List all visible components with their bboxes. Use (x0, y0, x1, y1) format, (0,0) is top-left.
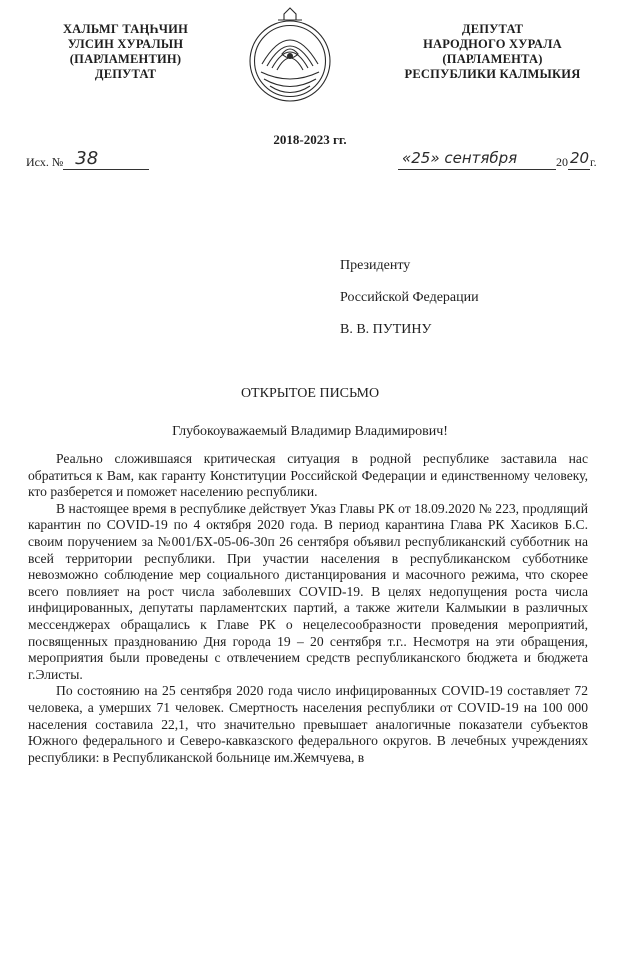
emblem-seal (244, 6, 336, 110)
date-year-value: 20 (570, 149, 590, 167)
date-day-month-value: «25» сентября (402, 149, 518, 167)
outgoing-number-line (63, 148, 149, 170)
body-paragraph: Реально сложившаяся критическая ситуация в родной республике заставила нас обратиться к Вам, как гаранту Конституции Российской Федерации и единственному человеку, кто разберется и поможет населению республики. (28, 451, 588, 500)
header-left-line: ДЕПУТАТ (94, 67, 157, 81)
header-right-line: РЕСПУБЛИКИ КАЛМЫКИЯ (404, 67, 581, 81)
header-left-block (38, 22, 213, 82)
header-right-line: (ПАРЛАМЕНТА) (442, 52, 543, 66)
addressee-line-1: Президенту (340, 258, 411, 273)
header-right-line: НАРОДНОГО ХУРАЛА (423, 37, 562, 51)
date-year-line (568, 149, 590, 170)
date-day-month-line (398, 149, 556, 170)
letter-body (28, 451, 588, 766)
body-paragraph: По состоянию на 25 сентября 2020 года число инфицированных COVID-19 составляет 72 человека, а умерших 71 человек. Смертность населения республики от COVID-19 на 100 000 населения составила 22,1, что значительно превышает аналогичные показатели субъектов Южного федерального и Северо-кавказского федерального округов. В лечебных учреждениях республики: в Республиканской больнице им.Жемчуева, в (28, 683, 588, 765)
addressee-line-3: В. В. ПУТИНУ (340, 322, 432, 337)
addressee-line-2: Российской Федерации (340, 290, 479, 305)
header-left-line: (ПАРЛАМЕНТИН) (69, 52, 182, 66)
letter-greeting: Глубокоуважаемый Владимир Владимирович! (172, 424, 448, 439)
body-paragraph: В настоящее время в республике действует Указ Главы РК от 18.09.2020 № 223, продлящий карантин по COVID-19 по 4 октября 2020 года. В период карантина Глава РК Хасиков Б.С. своим поручением за №001/БХ-05-06-30п 26 сентября объявил республиканский субботник на всей территории республики. При участии населения в республиканском субботнике невозможно соблюдение мер социального дистанцирования и масочного режима, что скорее всего повлияет на рост числа заболевших COVID-19. В целях недопущения роста числа инфицированных, депутаты парламентских партий, а также жители Калмыкии в различных мессенджерах обращались к Главе РК о нецелесообразности проведения мероприятий, посвященных празднованию Дня города 19 – 20 сентября т.г.. Несмотря на эти обращения, мероприятия были проведены с отвлечением средств республиканского бюджета и бюджета г.Элисты. (28, 500, 588, 682)
date-field (398, 149, 597, 170)
header-left-line: ХАЛЬМГ ТАҢҺЧИН (62, 22, 189, 36)
date-suffix: г. (590, 155, 597, 169)
outgoing-number-value: 38 (75, 148, 99, 169)
letter-title: ОТКРЫТОЕ ПИСЬМО (240, 386, 380, 401)
outgoing-number-label: Исх. № (26, 155, 64, 169)
header-right-block (380, 22, 605, 82)
date-prefix: 20 (556, 155, 568, 169)
header-right-line: ДЕПУТАТ (461, 22, 524, 36)
outgoing-number-field (26, 148, 149, 170)
term-years: 2018-2023 гг. (273, 132, 347, 147)
header-left-line: УЛСИН ХУРАЛЫН (67, 37, 184, 51)
